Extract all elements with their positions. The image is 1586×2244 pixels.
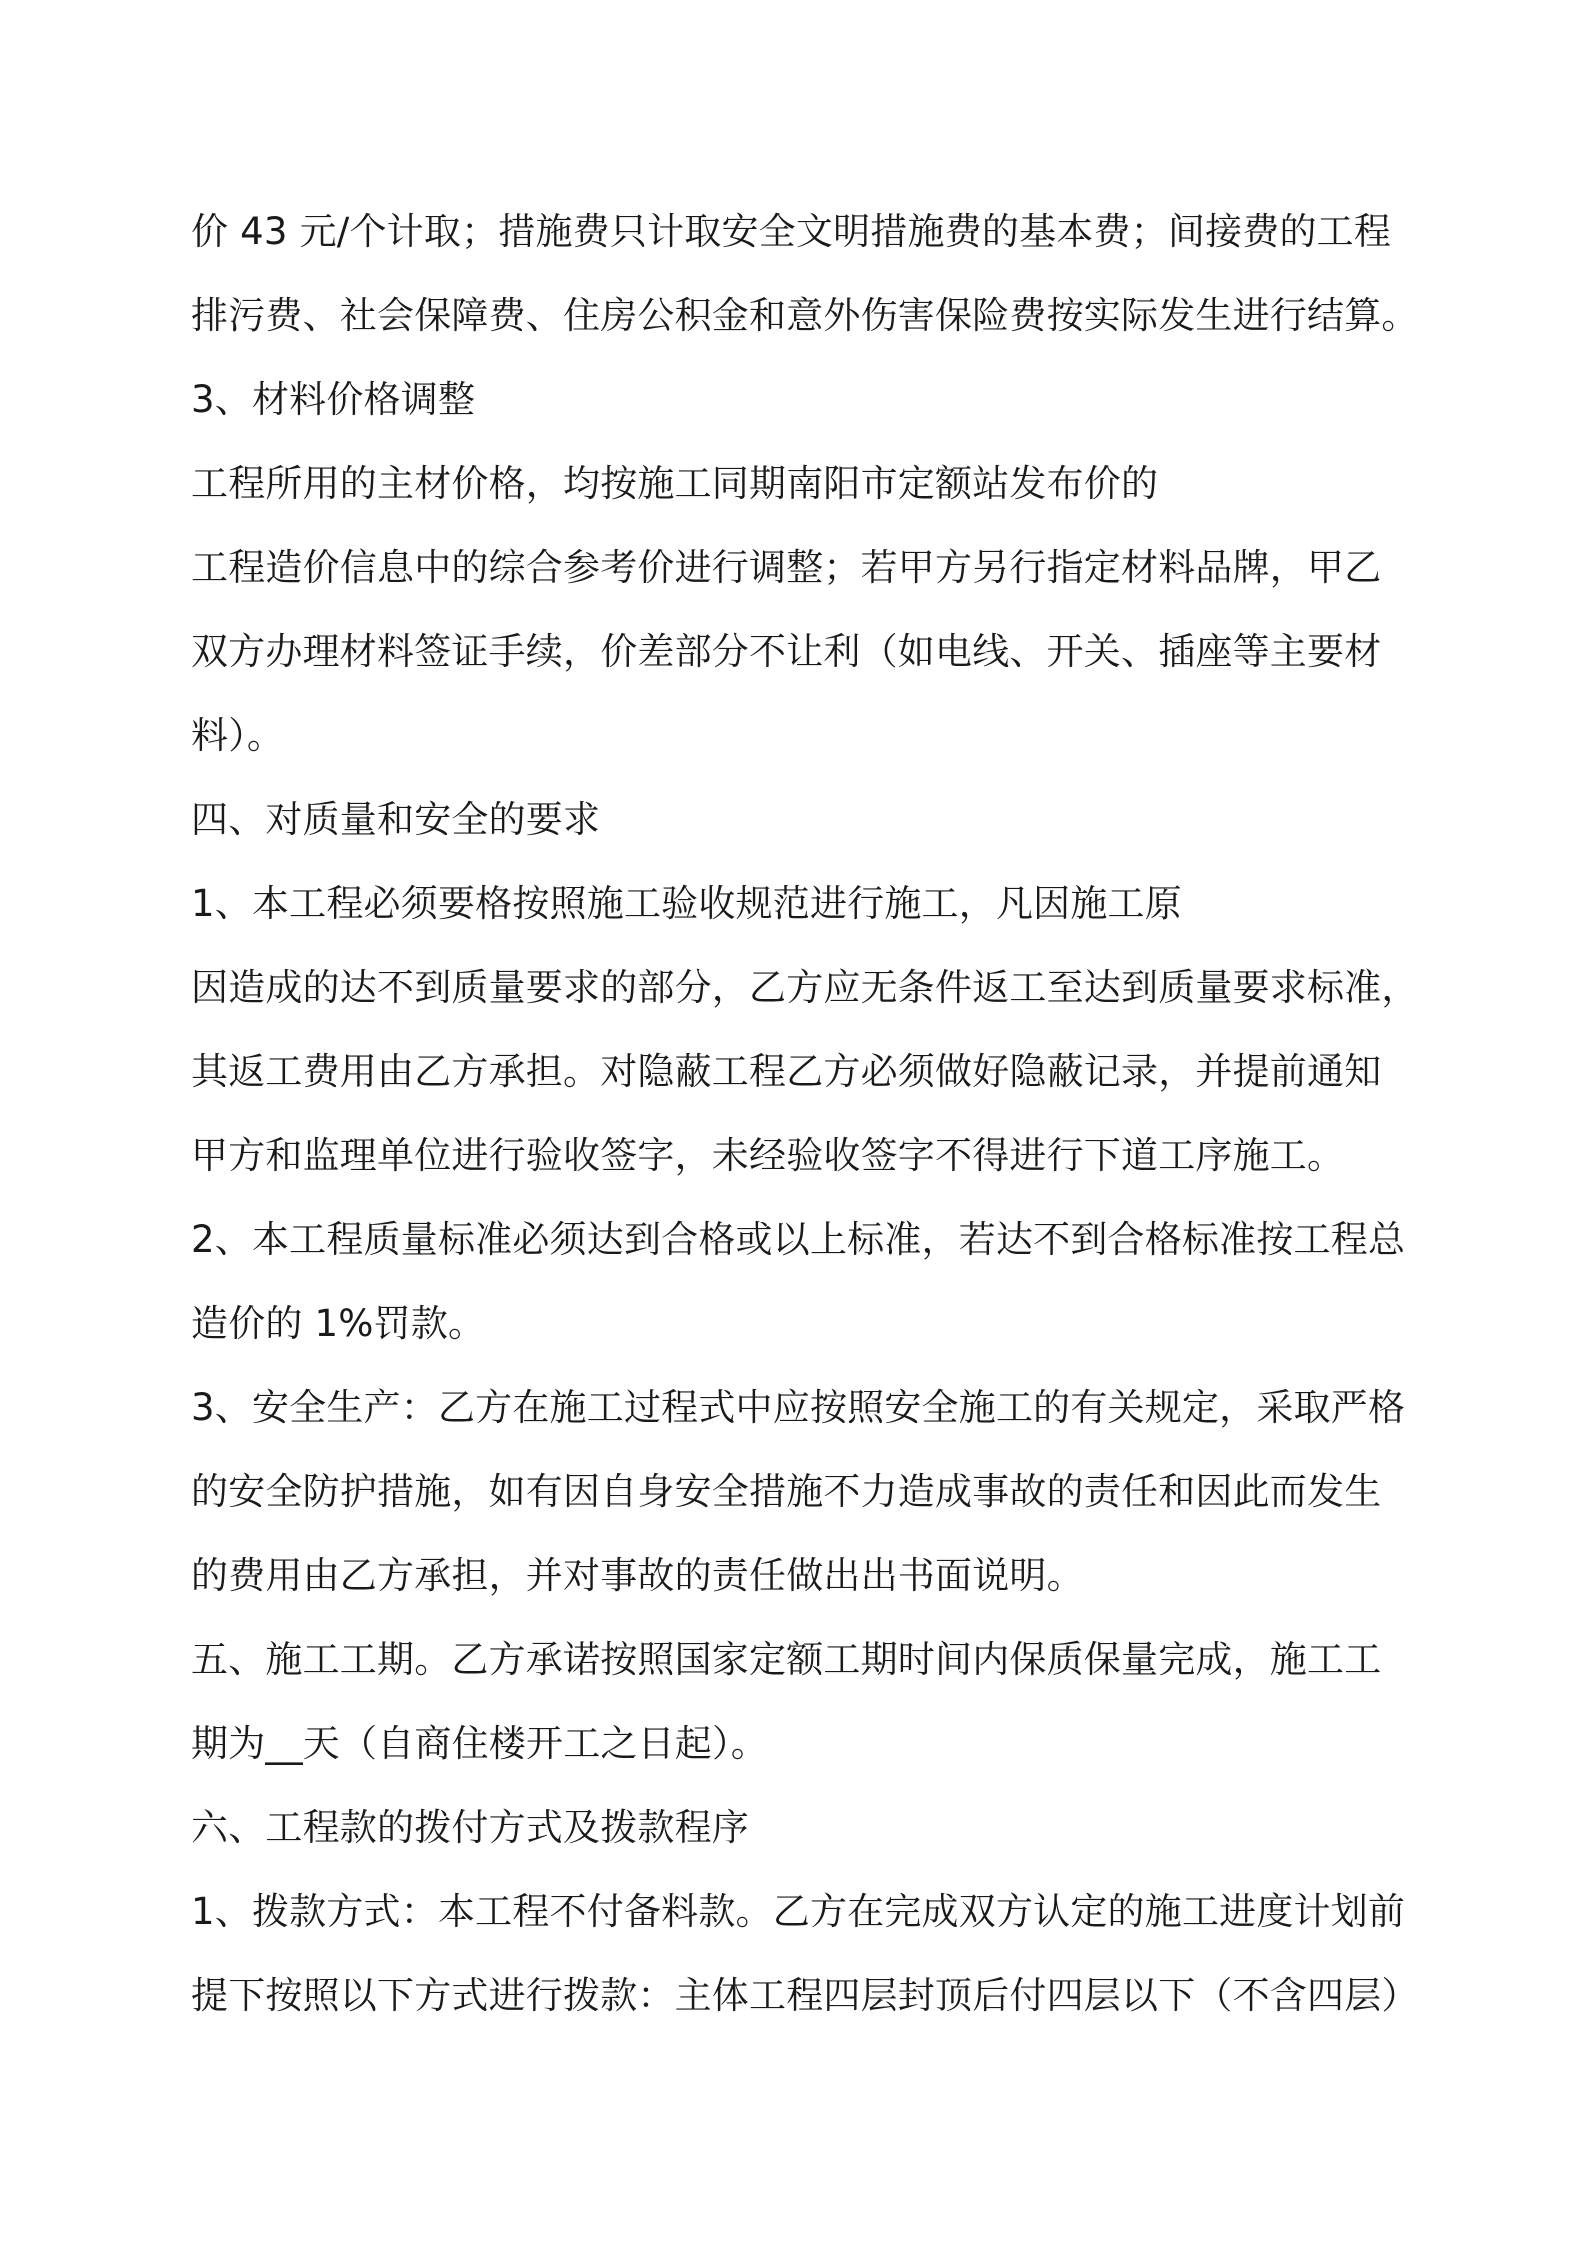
text-line: 的费用由乙方承担，并对事故的责任做出出书面说明。 [191, 1554, 1084, 1597]
text-line: 排污费、社会保障费、住房公积金和意外伤害保险费按实际发生进行结算。 [191, 294, 1419, 337]
text-line: 2、本工程质量标准必须达到合格或以上标准，若达不到合格标准按工程总 [191, 1218, 1406, 1261]
section-heading: 六、工程款的拨付方式及拨款程序 [191, 1806, 749, 1849]
text-line: 的安全防护措施，如有因自身安全措施不力造成事故的责任和因此而发生 [191, 1470, 1382, 1513]
section-heading: 四、对质量和安全的要求 [191, 798, 601, 841]
text-line: 双方办理材料签证手续，价差部分不让利（如电线、开关、插座等主要材 [191, 630, 1382, 673]
text-line: 1、拨款方式：本工程不付备料款。乙方在完成双方认定的施工进度计划前 [191, 1890, 1406, 1933]
text-line: 提下按照以下方式进行拨款：主体工程四层封顶后付四层以下（不含四层） [191, 1974, 1419, 2017]
text-line: 工程造价信息中的综合参考价进行调整；若甲方另行指定材料品牌，甲乙 [191, 546, 1382, 589]
text-line: 工程所用的主材价格，均按施工同期南阳市定额站发布价的 [191, 462, 1159, 505]
section-heading: 五、施工工期。乙方承诺按照国家定额工期时间内保质保量完成，施工工 [191, 1638, 1382, 1681]
text-line: 造价的 1%罚款。 [191, 1302, 486, 1345]
section-heading: 3、材料价格调整 [191, 378, 476, 421]
text-line: 期为__天（自商住楼开工之日起）。 [191, 1722, 768, 1765]
text-line: 甲方和监理单位进行验收签字，未经验收签字不得进行下道工序施工。 [191, 1134, 1345, 1177]
document-body [191, 190, 1431, 2038]
text-line: 1、本工程必须要格按照施工验收规范进行施工，凡因施工原 [191, 882, 1182, 925]
text-line: 价 43 元/个计取；措施费只计取安全文明措施费的基本费；间接费的工程 [191, 210, 1392, 253]
text-line: 3、安全生产：乙方在施工过程式中应按照安全施工的有关规定，采取严格 [191, 1386, 1406, 1429]
text-line: 料）。 [191, 714, 285, 757]
text-line: 其返工费用由乙方承担。对隐蔽工程乙方必须做好隐蔽记录，并提前通知 [191, 1050, 1382, 1093]
text-line: 因造成的达不到质量要求的部分，乙方应无条件返工至达到质量要求标准， [191, 966, 1419, 1009]
